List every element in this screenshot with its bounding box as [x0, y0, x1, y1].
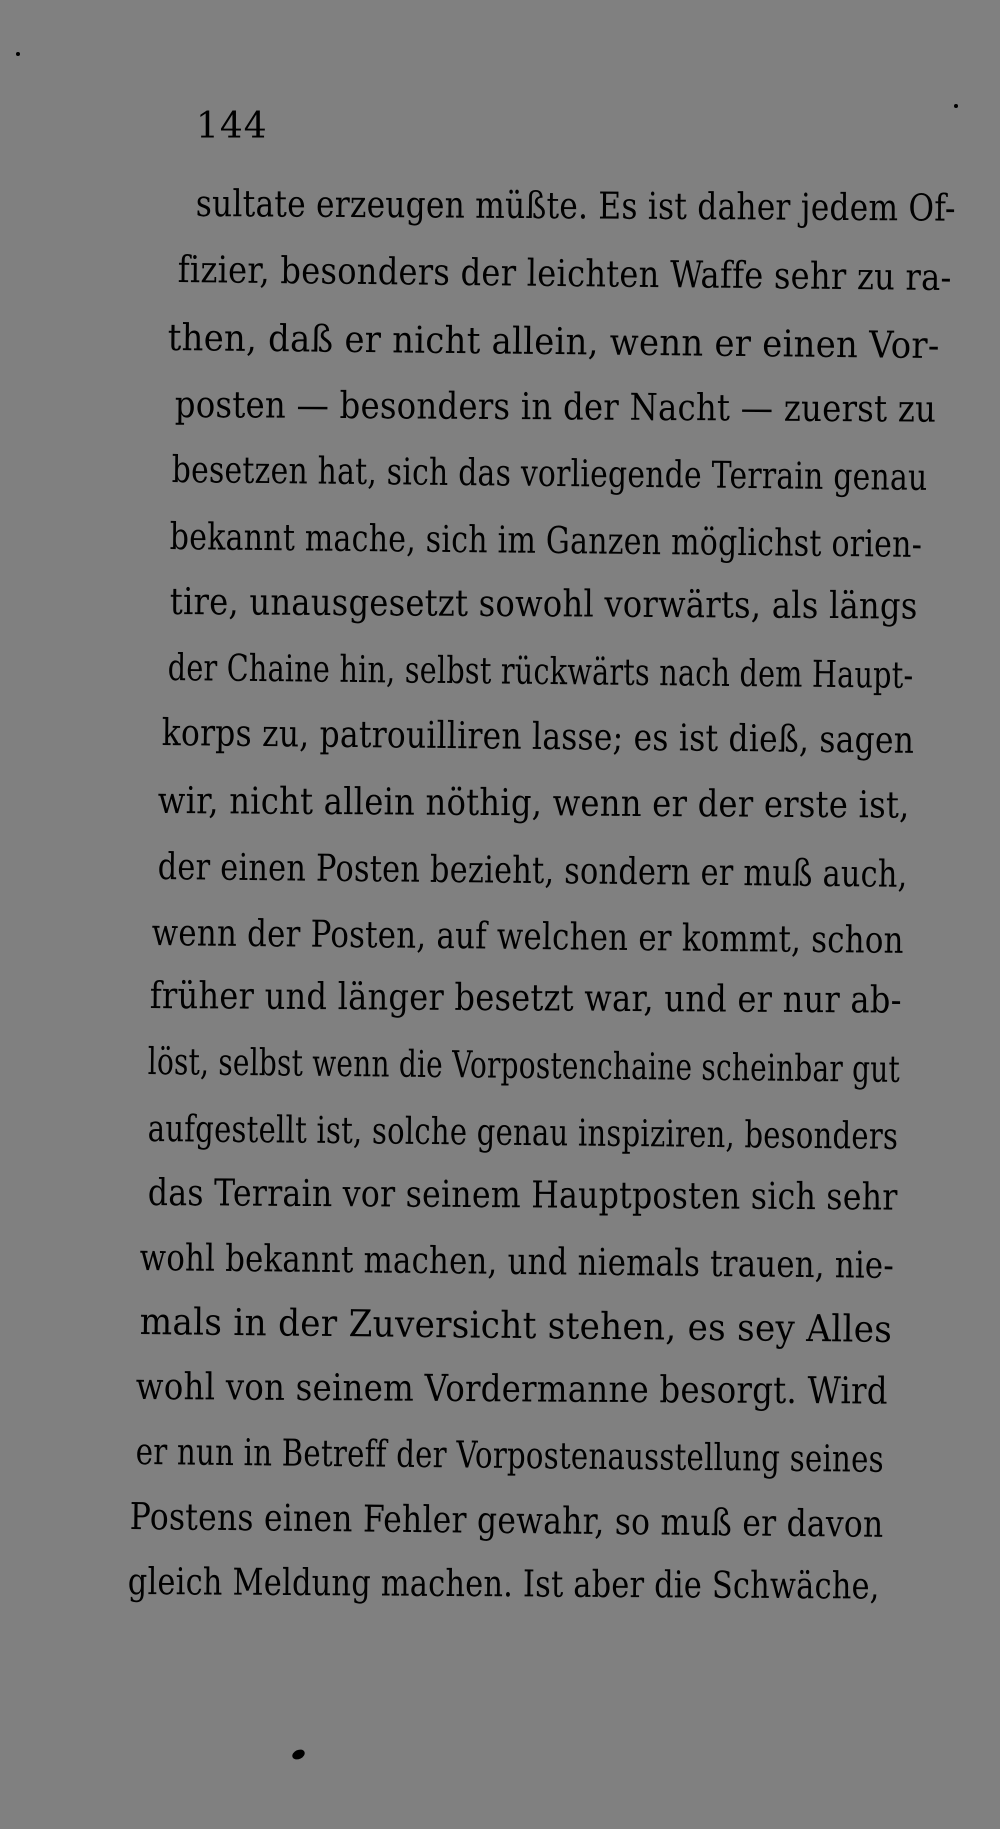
- text-line: der einen Posten bezieht, sondern er muß auch,: [157, 845, 908, 896]
- ink-speck: [16, 52, 20, 56]
- text-line: besetzen hat, sich das vorliegende Terrain genau: [171, 448, 928, 499]
- text-line: der Chaine hin, selbst rückwärts nach dem Haupt-: [167, 646, 914, 697]
- text-line: wenn der Posten, auf welchen er kommt, schon: [151, 911, 904, 962]
- text-line: then, daß er nicht allein, wenn er einen Vor-: [167, 316, 940, 368]
- text-line: das Terrain vor seinem Hauptposten sich sehr: [147, 1171, 898, 1219]
- ink-speck: [954, 104, 958, 108]
- text-line: löst, selbst wenn die Vorpostenchaine scheinbar gut: [147, 1040, 901, 1091]
- text-line: fizier, besonders der leichten Waffe sehr zu ra-: [177, 248, 952, 300]
- text-line: mals in der Zuversicht stehen, es sey Alles: [139, 1300, 893, 1351]
- text-line: früher und länger besetzt war, und er nur ab-: [149, 974, 902, 1022]
- text-line: sultate erzeugen müßte. Es ist daher jedem Of-: [195, 182, 956, 230]
- ink-speck: [291, 1748, 307, 1762]
- text-line: er nun in Betreff der Vorpostenausstellung seines: [135, 1430, 885, 1481]
- text-line: aufgestellt ist, solche genau inspiziren, besonders: [147, 1107, 899, 1158]
- text-line: bekannt mache, sich im Ganzen möglichst orien-: [169, 515, 923, 566]
- text-line: tire, unausgesetzt sowohl vorwärts, als längs: [169, 580, 918, 628]
- text-line: korps zu, patrouilliren lasse; es ist dieß, sagen: [161, 711, 915, 762]
- text-line: posten — besonders in der Nacht — zuerst zu: [174, 383, 937, 431]
- page-number: 144: [196, 106, 268, 147]
- text-line: gleich Meldung machen. Ist aber die Schwäche,: [127, 1560, 880, 1608]
- text-line: wohl von seinem Vordermanne besorgt. Wird: [135, 1365, 888, 1413]
- text-line: wohl bekannt machen, und niemals trauen, nie-: [139, 1236, 895, 1287]
- text-line: Postens einen Fehler gewahr, so muß er davon: [129, 1495, 884, 1546]
- text-line: wir, nicht allein nöthig, wenn er der erste ist,: [157, 779, 910, 827]
